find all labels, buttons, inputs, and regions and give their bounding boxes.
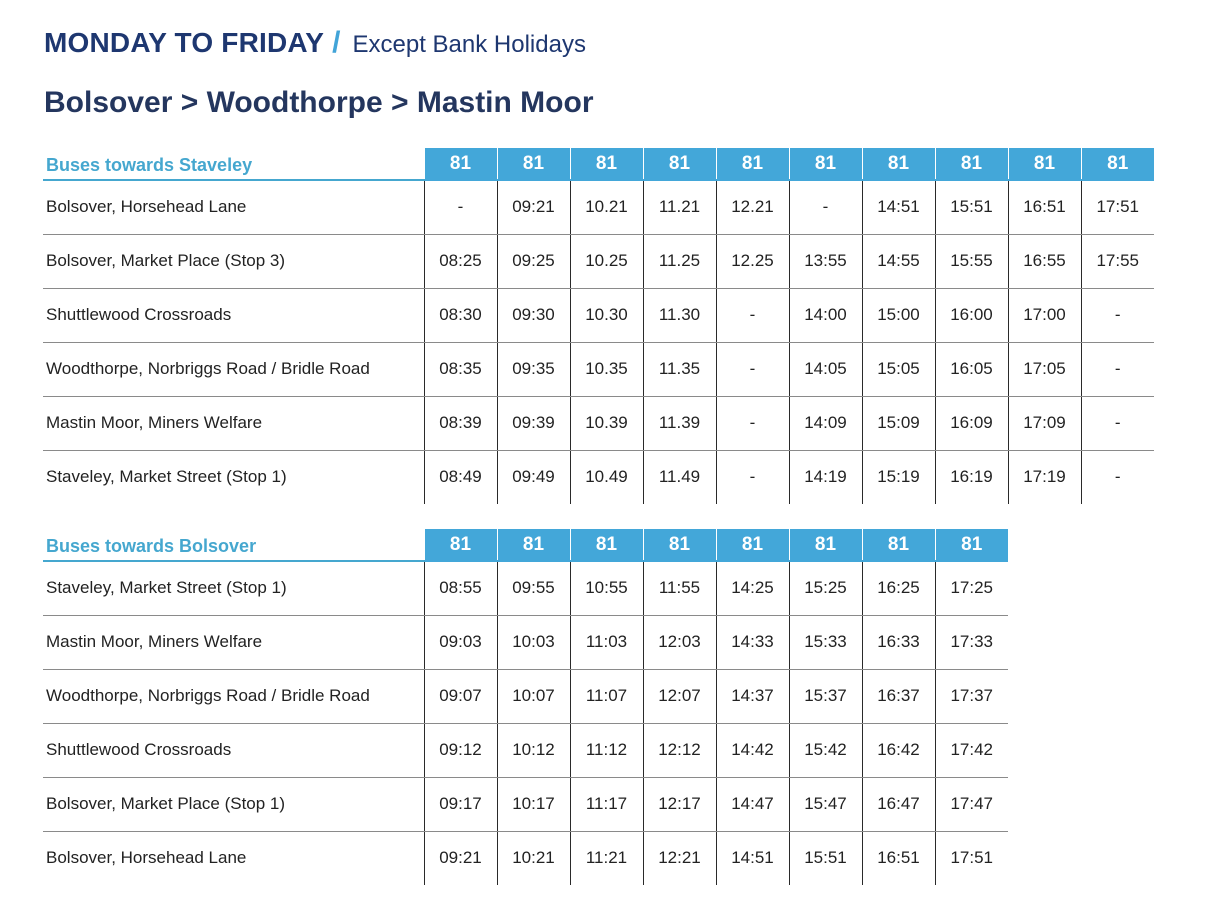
departure-time: 12:03 (643, 615, 716, 669)
departure-time: 10:55 (570, 561, 643, 615)
departure-time: 14:00 (789, 288, 862, 342)
departure-time: 15:19 (862, 450, 935, 504)
departure-time: 16:00 (935, 288, 1008, 342)
departure-time: - (1081, 342, 1154, 396)
departure-time: 09:55 (497, 561, 570, 615)
departure-time: 16:05 (935, 342, 1008, 396)
bank-holiday-exception: Except Bank Holidays (352, 31, 586, 58)
departure-time: 16:25 (862, 561, 935, 615)
departure-time: 15:47 (789, 777, 862, 831)
departure-time: - (716, 288, 789, 342)
departure-time: 10.35 (570, 342, 643, 396)
departure-time: 17:33 (935, 615, 1008, 669)
section-label: Buses towards Staveley (43, 148, 424, 180)
departure-time: 10:17 (497, 777, 570, 831)
departure-time: - (716, 396, 789, 450)
departure-time: 14:47 (716, 777, 789, 831)
departure-time: 11:03 (570, 615, 643, 669)
departure-time: - (1081, 396, 1154, 450)
departure-time: 09:30 (497, 288, 570, 342)
departure-time: 11.21 (643, 180, 716, 234)
departure-time: 12:07 (643, 669, 716, 723)
departure-time: 10.49 (570, 450, 643, 504)
table-row (43, 777, 1008, 831)
departure-time: 09:12 (424, 723, 497, 777)
route-number: 81 (1081, 148, 1154, 180)
departure-time: 14:51 (862, 180, 935, 234)
operating-days-title: MONDAY TO FRIDAY (44, 27, 325, 58)
header-row (43, 148, 1154, 180)
departure-time: 10:07 (497, 669, 570, 723)
departure-time: 17:42 (935, 723, 1008, 777)
route-number: 81 (643, 148, 716, 180)
table-row (43, 669, 1008, 723)
section-label: Buses towards Bolsover (43, 529, 424, 561)
table-row (43, 234, 1154, 288)
departure-time: 08:30 (424, 288, 497, 342)
stop-name: Bolsover, Horsehead Lane (43, 180, 424, 234)
timetable-towards-staveley (43, 148, 1154, 504)
departure-time: 09:35 (497, 342, 570, 396)
stop-name: Bolsover, Horsehead Lane (46, 848, 247, 868)
departure-time: 15:33 (789, 615, 862, 669)
departure-time: 14:33 (716, 615, 789, 669)
table-row (43, 396, 1154, 450)
departure-time: 11:55 (643, 561, 716, 615)
departure-time: 08:49 (424, 450, 497, 504)
table-row (43, 288, 1154, 342)
route-number: 81 (497, 529, 570, 561)
route-number: 81 (716, 529, 789, 561)
departure-time: - (1081, 288, 1154, 342)
table-row (43, 561, 1008, 615)
departure-time: 11.25 (643, 234, 716, 288)
stop-name: Woodthorpe, Norbriggs Road / Bridle Road (43, 342, 424, 396)
departure-time: 15:42 (789, 723, 862, 777)
departure-time: 12.21 (716, 180, 789, 234)
stop-name: Shuttlewood Crossroads (43, 288, 424, 342)
departure-time: 16:19 (935, 450, 1008, 504)
departure-time: 15:51 (935, 180, 1008, 234)
stop-name: Mastin Moor, Miners Welfare (43, 615, 424, 669)
departure-time: 10:03 (497, 615, 570, 669)
departure-time: 09:39 (497, 396, 570, 450)
departure-time: 11.35 (643, 342, 716, 396)
departure-time: 15:51 (789, 831, 862, 885)
table-row (43, 723, 1008, 777)
route-number: 81 (497, 148, 570, 180)
departure-time: 16:33 (862, 615, 935, 669)
departure-time: 14:37 (716, 669, 789, 723)
table-row (43, 342, 1154, 396)
stop-name: Bolsover, Market Place (Stop 3) (43, 234, 424, 288)
departure-time: 09:49 (497, 450, 570, 504)
departure-time: 12:17 (643, 777, 716, 831)
departure-time: 12:12 (643, 723, 716, 777)
timetable-towards-bolsover (43, 529, 1008, 885)
route-number: 81 (862, 148, 935, 180)
departure-time: 14:42 (716, 723, 789, 777)
departure-time: 17:51 (1081, 180, 1154, 234)
departure-time: 10.25 (570, 234, 643, 288)
route-number: 81 (862, 529, 935, 561)
header-row (43, 529, 1008, 561)
departure-time: 09:17 (424, 777, 497, 831)
departure-time: 17:00 (1008, 288, 1081, 342)
departure-time: 17:37 (935, 669, 1008, 723)
stop-name: Bolsover, Market Place (Stop 1) (43, 777, 424, 831)
departure-time: 14:51 (716, 831, 789, 885)
departure-time: 14:25 (716, 561, 789, 615)
departure-time: 11.39 (643, 396, 716, 450)
route-number: 81 (789, 529, 862, 561)
departure-time: 17:47 (935, 777, 1008, 831)
table-row (43, 831, 1008, 885)
departure-time: - (1081, 450, 1154, 504)
departure-time: - (716, 342, 789, 396)
departure-time: 14:09 (789, 396, 862, 450)
departure-time: 15:55 (935, 234, 1008, 288)
departure-time: 09:07 (424, 669, 497, 723)
departure-time: 11:17 (570, 777, 643, 831)
stop-name: Shuttlewood Crossroads (43, 723, 424, 777)
departure-time: 15:09 (862, 396, 935, 450)
route-number: 81 (424, 148, 497, 180)
departure-time: 17:09 (1008, 396, 1081, 450)
departure-time: - (716, 450, 789, 504)
departure-time: 11.49 (643, 450, 716, 504)
departure-time: 12:21 (643, 831, 716, 885)
departure-time: 11:12 (570, 723, 643, 777)
departure-time: 15:25 (789, 561, 862, 615)
route-number: 81 (935, 529, 1008, 561)
departure-time: 16:51 (1008, 180, 1081, 234)
departure-time: 12.25 (716, 234, 789, 288)
table-row (43, 615, 1008, 669)
table-row (43, 450, 1154, 504)
departure-time: 11.30 (643, 288, 716, 342)
route-number: 81 (570, 148, 643, 180)
departure-time: 15:00 (862, 288, 935, 342)
route-number: 81 (935, 148, 1008, 180)
header-separator: / (332, 26, 341, 59)
route-number: 81 (789, 148, 862, 180)
departure-time: 16:51 (862, 831, 935, 885)
route-number: 81 (1008, 148, 1081, 180)
departure-time: 17:05 (1008, 342, 1081, 396)
departure-time: 09:21 (497, 180, 570, 234)
departure-time: 08:55 (424, 561, 497, 615)
stop-name: Mastin Moor, Miners Welfare (43, 396, 424, 450)
departure-time: 10:12 (497, 723, 570, 777)
departure-time: 10.21 (570, 180, 643, 234)
route-number: 81 (643, 529, 716, 561)
route-number: 81 (716, 148, 789, 180)
departure-time: 10:21 (497, 831, 570, 885)
departure-time: 14:55 (862, 234, 935, 288)
departure-time: 09:03 (424, 615, 497, 669)
departure-time: 17:25 (935, 561, 1008, 615)
departure-time: 16:42 (862, 723, 935, 777)
route-number: 81 (424, 529, 497, 561)
departure-time: 10.39 (570, 396, 643, 450)
departure-time: 09:25 (497, 234, 570, 288)
departure-time: 17:51 (935, 831, 1008, 885)
departure-time: 16:47 (862, 777, 935, 831)
departure-time: 10.30 (570, 288, 643, 342)
departure-time: 08:25 (424, 234, 497, 288)
departure-time: 09:21 (424, 831, 497, 885)
table-row (43, 180, 1154, 234)
timetable-day-header (44, 26, 586, 60)
departure-time: 11:07 (570, 669, 643, 723)
departure-time: 08:35 (424, 342, 497, 396)
departure-time: 16:37 (862, 669, 935, 723)
route-number: 81 (570, 529, 643, 561)
departure-time: - (789, 180, 862, 234)
departure-time: 15:05 (862, 342, 935, 396)
departure-time: 08:39 (424, 396, 497, 450)
departure-time: - (424, 180, 497, 234)
departure-time: 13:55 (789, 234, 862, 288)
route-title: Bolsover > Woodthorpe > Mastin Moor (44, 86, 594, 119)
departure-time: 17:19 (1008, 450, 1081, 504)
departure-time: 17:55 (1081, 234, 1154, 288)
departure-time: 16:09 (935, 396, 1008, 450)
departure-time: 14:05 (789, 342, 862, 396)
stop-name: Woodthorpe, Norbriggs Road / Bridle Road (43, 669, 424, 723)
departure-time: 11:21 (570, 831, 643, 885)
departure-time: 16:55 (1008, 234, 1081, 288)
departure-time: 14:19 (789, 450, 862, 504)
stop-name: Staveley, Market Street (Stop 1) (43, 561, 424, 615)
stop-name: Staveley, Market Street (Stop 1) (46, 467, 287, 487)
departure-time: 15:37 (789, 669, 862, 723)
